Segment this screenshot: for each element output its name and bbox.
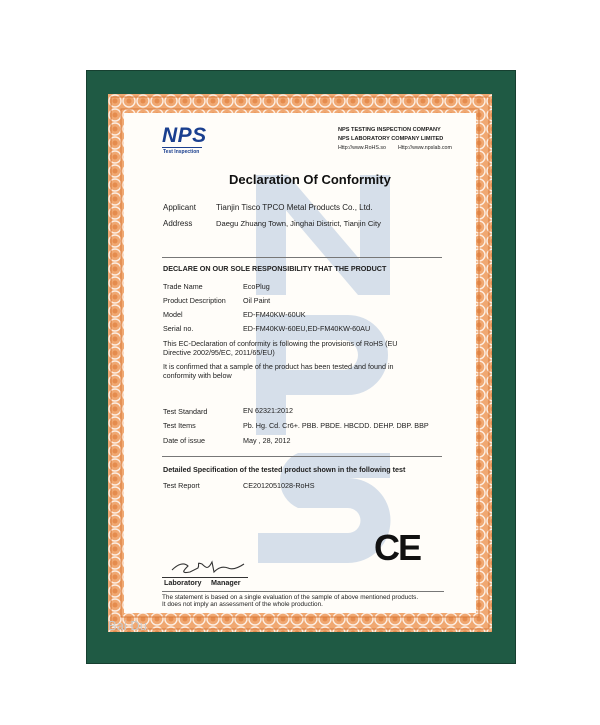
serial-value: ED-FM40KW-60EU,ED-FM40KW-60AU [243, 324, 371, 333]
signature-image [168, 556, 248, 578]
ec-declaration-line-1: This EC-Declaration of conformity is following the provisions of RoHS (EU [163, 339, 398, 348]
website-1: Http://www.RoHS.so [338, 145, 386, 151]
test-standard-label: Test Standard [163, 407, 208, 416]
ce-mark: CE [374, 527, 421, 568]
model-label: Model [163, 310, 183, 319]
test-items-label: Test Items [163, 421, 196, 430]
company-name-2: NPS LABORATORY COMPANY LIMITED [338, 136, 444, 142]
applicant-label: Applicant [163, 203, 196, 212]
trade-name-value: EcoPlug [243, 282, 270, 291]
company-name-1: NPS TESTING INSPECTION COMPANY [338, 127, 441, 133]
document-title: Declaration Of Conformity [229, 172, 391, 187]
laboratory-label: Laboratory [164, 578, 202, 587]
confirm-line-1: It is confirmed that a sample of the product has been tested and found in [163, 362, 394, 371]
divider-2 [162, 456, 442, 457]
model-value: ED-FM40KW-60UK [243, 310, 306, 319]
footer-line-2: It does not imply an assessment of the whole production. [162, 601, 323, 608]
website-2: Http://www.npslab.com [398, 145, 452, 151]
date-of-issue-value: May , 28, 2012 [243, 436, 291, 445]
applicant-value: Tianjin Tisco TPCO Metal Products Co., Ltd. [216, 203, 373, 212]
nps-logo-subtitle: Test Inspection [163, 149, 200, 155]
address-label: Address [163, 219, 193, 228]
logo-underline [162, 147, 202, 148]
divider-1 [162, 257, 442, 258]
date-of-issue-label: Date of issue [163, 436, 205, 445]
confirm-line-2: conformity with below [163, 371, 232, 380]
ec-declaration-line-2: Directive 2002/95/EC, 2011/65/EU) [163, 348, 275, 357]
test-items-value: Pb. Hg. Cd. Cr6+. PBB. PBDE. HBCDD. DEHP. DBP. BBP [243, 421, 429, 430]
detail-heading: Detailed Specification of the tested product shown in the following test [163, 465, 406, 474]
serial-label: Serial no. [163, 324, 194, 333]
corner-watermark: Bai Du [108, 618, 148, 633]
declare-heading: DECLARE ON OUR SOLE RESPONSIBILITY THAT THE PRODUCT [163, 264, 387, 273]
manager-label: Manager [211, 578, 241, 587]
footer-line-1: The statement is based on a single evaluation of the sample of above mentioned products. [162, 594, 419, 601]
product-description-value: Oil Paint [243, 296, 271, 305]
nps-logo: NPS [162, 124, 207, 147]
product-description-label: Product Description [163, 296, 226, 305]
test-report-label: Test Report [163, 481, 200, 490]
test-standard-value: EN 62321:2012 [243, 406, 293, 415]
nps-watermark [248, 165, 398, 585]
trade-name-label: Trade Name [163, 282, 203, 291]
test-report-value: CE2012051028-RoHS [243, 481, 315, 490]
divider-3 [162, 591, 444, 592]
address-value: Daegu Zhuang Town, Jinghai District, Tianjin City [216, 219, 381, 228]
